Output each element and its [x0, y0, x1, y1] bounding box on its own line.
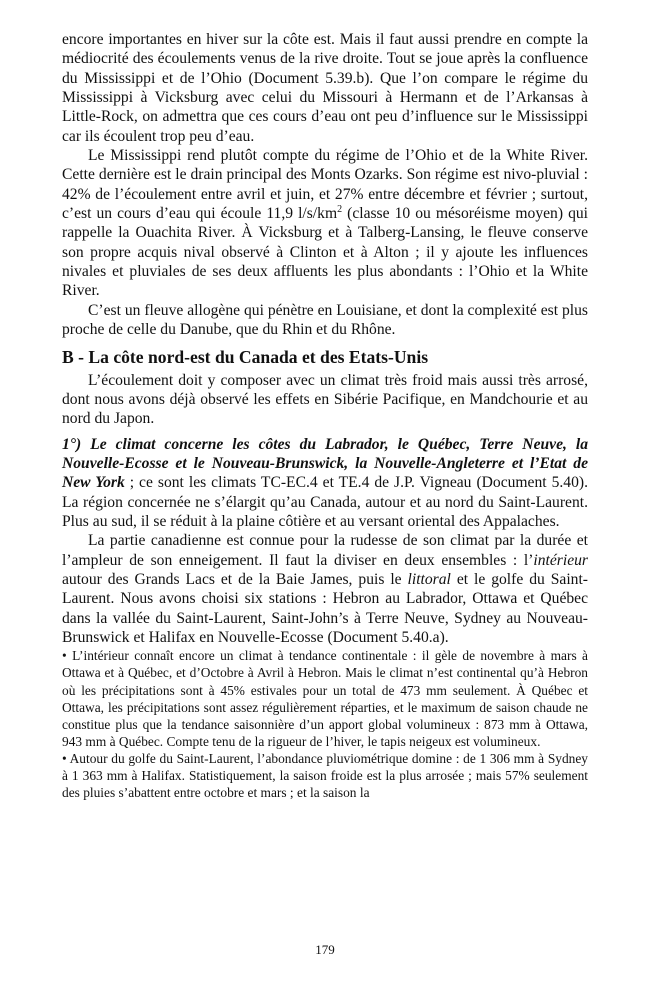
bullet-paragraph: • L’intérieur connaît encore un climat à tendance continentale : il gèle de novembre à mars à Ottawa et à Québec, et d’Octobre à Avril à Hebron. Mais le climat n’est continental qu’à Hebron où les précipitations sont à 45% estivales pour un total de 473 mm seulement. À Québec et Ottawa, les précipitations sont assez régulièrement réparties, et le maximum de saison chaude ne constitue plus que la tendance saisonnière d’un apport global volumineux : 873 mm à Ottawa, 943 mm à Québec. Compte tenu de la rigueur de l’hiver, le tapis neigeux est volumineux.	[62, 648, 588, 749]
subsection-heading: 1°) Le climat concerne les côtes du Labrador, le Québec, Terre Neuve, la Nouvelle-Ecosse et le Nouveau-Brunswick, la Nouvelle-Angleterre et l’Etat de New York	[62, 435, 588, 492]
emphasis: intérieur	[533, 551, 588, 569]
paragraph-text: et le golfe du Saint-Laurent. Nous avons choisi six stations : Hebron au Labrador, Ottawa et Québec dans la vallée du Saint-Laurent, Saint-John’s à Terre Neuve, Sydney au Nouveau-Brunswick et Halifax en Nouvelle-Ecosse (Document 5.40.a).	[62, 570, 588, 646]
paragraph-text: ; ce sont les climats TC-EC.4 et TE.4 de J.P. Vigneau (Document 5.40). La région concernée ne s’élargit qu’au Canada, autour et au nord du Saint-Laurent. Plus au sud, il se réduit à la plaine côtière et au versant oriental des Appalaches.	[62, 474, 588, 530]
paragraph: L’écoulement doit y composer avec un climat très froid mais aussi très arrosé, dont nous avons déjà observé les effets en Sibérie Pacifique, en Mandchourie et au nord du Japon.	[62, 371, 588, 428]
paragraph-text: autour des Grands Lacs et de la Baie James, puis le	[62, 570, 408, 588]
paragraph	[62, 146, 588, 301]
paragraph-text: (classe 10 ou mésoréisme moyen) qui rappelle la Ouachita River. À Vicksburg et à Talberg-Lansing, le fleuve conserve son propre acquis nival observé à Clinton et à Alton ; il y ajoute les influences nivales et pluviales de ses deux affluents les plus abondants : l’Ohio et la White River.	[62, 205, 589, 300]
superscript: 2	[337, 203, 343, 215]
paragraph	[62, 531, 588, 647]
emphasis: littoral	[407, 570, 451, 588]
bullet-paragraph: • Autour du golfe du Saint-Laurent, l’abondance pluviométrique domine : de 1 306 mm à Sydney à 1 363 mm à Halifax. Statistiquement, la saison froide est la plus arrosée ; mais 57% seulement des pluies s’abattent entre octobre et mars ; et la saison la	[62, 750, 588, 801]
paragraph-text: La partie canadienne est connue pour la rudesse de son climat par la durée et l’ampleur de son enneigement. Il faut la diviser en deux ensembles : l’	[62, 532, 588, 569]
paragraph	[62, 435, 588, 532]
page-number: 179	[315, 942, 335, 957]
paragraph: encore importantes en hiver sur la côte est. Mais il faut aussi prendre en compte la médiocrité des écoulements venus de la rive droite. Tout se joue après la confluence du Mississippi et de l’Ohio (Document 5.39.b). Que l’on compare le régime du Mississippi à Vicksburg avec celui du Missouri à Hermann et de l’Arkansas à Little-Rock, on admettra que ces cours d’eau ont peu d’influence sur le Mississippi car ils écoulent trop peu d’eau.	[62, 31, 588, 145]
section-heading: B - La côte nord-est du Canada et des Etats-Unis	[62, 346, 429, 367]
page-body	[62, 30, 588, 801]
paragraph: C’est un fleuve allogène qui pénètre en Louisiane, et dont la complexité est plus proche de celle du Danube, que du Rhin et du Rhône.	[62, 301, 588, 339]
paragraph-text: Le Mississippi rend plutôt compte du régime de l’Ohio et de la White River. Cette dernière est le drain principal des Monts Ozarks. Son régime est nivo-pluvial : 42% de l’écoulement entre avril et juin, et 27% entre décembre et février ; surtout, c’est un cours d’eau qui écoule 11,9 l/s/km	[62, 147, 588, 223]
